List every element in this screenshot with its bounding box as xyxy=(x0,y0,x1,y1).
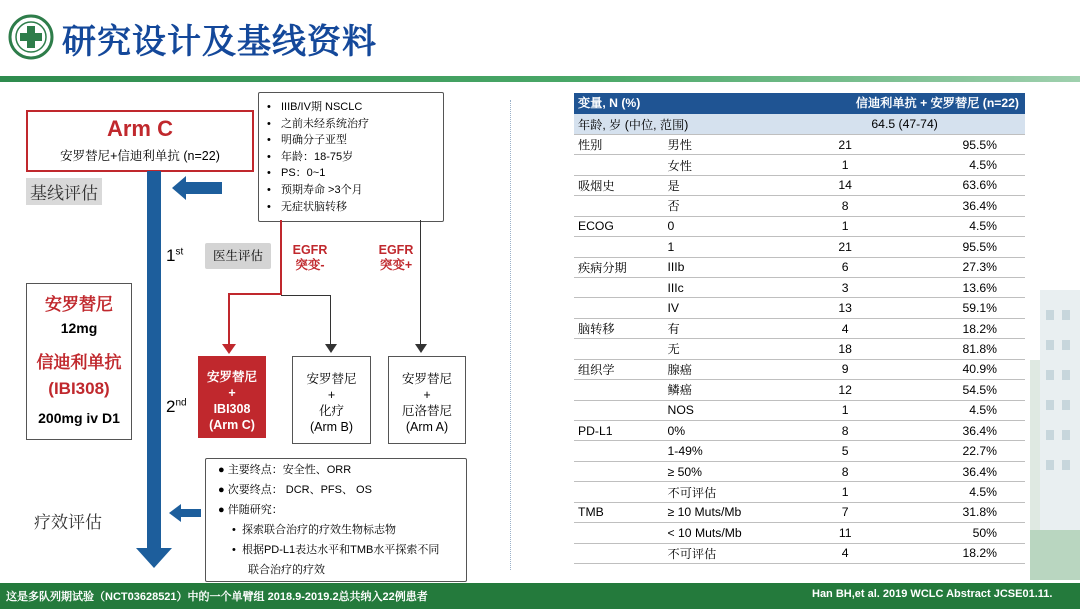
row-percent: 4.5% xyxy=(906,155,1025,175)
drug-name-sintilimab: 信迪利单抗 xyxy=(36,353,122,372)
connector-line xyxy=(420,220,421,345)
arm-c-regimen-box: 安罗替尼 + IBI308 (Arm C) xyxy=(198,356,266,438)
row-category: ECOG xyxy=(574,216,664,236)
row-subgroup: 1-49% xyxy=(664,441,785,461)
row-percent: 4.5% xyxy=(906,400,1025,420)
row-category: 组织学 xyxy=(574,359,664,379)
table-header-row xyxy=(574,93,1025,113)
row-subgroup: 有 xyxy=(664,318,785,338)
baseline-characteristics-table xyxy=(574,93,1025,564)
row-count: 13 xyxy=(784,298,906,318)
drug-regimen-box xyxy=(26,283,132,440)
row-subgroup: 是 xyxy=(664,175,785,195)
row-subgroup: 不可评估 xyxy=(664,482,785,502)
table-row xyxy=(574,339,1025,359)
first-line-label: 1st xyxy=(166,246,184,265)
age-value: 64.5 (47-74) xyxy=(784,113,1025,134)
connector-line xyxy=(228,293,230,345)
row-category xyxy=(574,461,664,481)
row-category xyxy=(574,196,664,216)
second-line-label: 2nd xyxy=(166,397,187,416)
row-category xyxy=(574,298,664,318)
row-percent: 63.6% xyxy=(906,175,1025,195)
table-row xyxy=(574,175,1025,195)
row-subgroup: 无 xyxy=(664,339,785,359)
table-header-variable: 变量, N (%) xyxy=(574,93,784,113)
row-count: 4 xyxy=(784,543,906,563)
section-divider xyxy=(510,100,511,570)
row-percent: 18.2% xyxy=(906,543,1025,563)
header-divider xyxy=(0,76,1080,82)
row-subgroup: IIIb xyxy=(664,257,785,277)
row-count: 6 xyxy=(784,257,906,277)
row-percent: 54.5% xyxy=(906,380,1025,400)
table-row xyxy=(574,216,1025,236)
criteria-item: • 无症状脑转移 xyxy=(267,199,347,216)
row-count: 4 xyxy=(784,318,906,338)
row-percent: 59.1% xyxy=(906,298,1025,318)
exploratory-sub-item: • 根据PD-L1表达水平和TMB水平探索不同 xyxy=(232,544,440,556)
row-count: 14 xyxy=(784,175,906,195)
row-count: 11 xyxy=(784,523,906,543)
table-row xyxy=(574,543,1025,563)
timeline-arrow-head-icon xyxy=(136,548,172,568)
row-percent: 95.5% xyxy=(906,134,1025,154)
drug-name-anlotinib: 安罗替尼 xyxy=(45,295,113,314)
row-subgroup: 腺癌 xyxy=(664,359,785,379)
efficacy-label: 疗效评估 xyxy=(34,513,102,532)
endpoints-box xyxy=(205,458,467,582)
criteria-item: • 年龄：18-75岁 xyxy=(267,149,353,166)
row-category: 吸烟史 xyxy=(574,175,664,195)
footer-citation: Han BH,et al. 2019 WCLC Abstract JCSE01.11. xyxy=(812,588,1053,600)
row-category xyxy=(574,339,664,359)
row-percent: 31.8% xyxy=(906,502,1025,522)
row-count: 9 xyxy=(784,359,906,379)
row-percent: 18.2% xyxy=(906,318,1025,338)
row-subgroup: NOS xyxy=(664,400,785,420)
row-percent: 36.4% xyxy=(906,196,1025,216)
row-count: 8 xyxy=(784,461,906,481)
criteria-item: • 之前未经系统治疗 xyxy=(267,116,369,133)
secondary-endpoint: ● 次要终点： DCR、PFS、 OS xyxy=(218,484,372,496)
exploratory-endpoint: ● 伴随研究： xyxy=(218,504,283,516)
row-category: 性别 xyxy=(574,134,664,154)
table-row xyxy=(574,257,1025,277)
page-title: 研究设计及基线资料 xyxy=(62,22,377,62)
row-percent: 36.4% xyxy=(906,421,1025,441)
row-category xyxy=(574,155,664,175)
row-subgroup: IV xyxy=(664,298,785,318)
row-count: 21 xyxy=(784,134,906,154)
row-category xyxy=(574,523,664,543)
row-subgroup: 不可评估 xyxy=(664,543,785,563)
table-row xyxy=(574,400,1025,420)
row-count: 5 xyxy=(784,441,906,461)
row-count: 12 xyxy=(784,380,906,400)
table-row-age xyxy=(574,113,1025,134)
table-row xyxy=(574,482,1025,502)
arm-b-regimen-box: 安罗替尼 + 化疗 (Arm B) xyxy=(292,356,371,444)
row-percent: 40.9% xyxy=(906,359,1025,379)
arrow-down-icon xyxy=(325,344,337,353)
exploratory-sub-item-cont: 联合治疗的疗效 xyxy=(248,564,325,576)
row-subgroup: ≥ 10 Muts/Mb xyxy=(664,502,785,522)
primary-endpoint: ● 主要终点：安全性、ORR xyxy=(218,464,352,476)
table-row xyxy=(574,421,1025,441)
row-category xyxy=(574,441,664,461)
row-count: 8 xyxy=(784,196,906,216)
row-subgroup: 男性 xyxy=(664,134,785,154)
row-category: 脑转移 xyxy=(574,318,664,338)
table-row xyxy=(574,380,1025,400)
row-subgroup: 1 xyxy=(664,237,785,257)
criteria-item: • PS：0~1 xyxy=(267,165,325,182)
row-count: 1 xyxy=(784,216,906,236)
egfr-negative-label: EGFR 突变- xyxy=(292,243,328,272)
drug-code-sintilimab: (IBI308) xyxy=(48,379,110,398)
row-category xyxy=(574,277,664,297)
row-category xyxy=(574,482,664,502)
doctor-assessment-label: 医生评估 xyxy=(205,243,271,269)
building-decoration-icon xyxy=(1030,200,1080,580)
arrow-down-icon xyxy=(415,344,427,353)
arm-c-title: Arm C xyxy=(106,116,173,141)
table-row xyxy=(574,298,1025,318)
criteria-item: • 明确分子亚型 xyxy=(267,132,347,149)
baseline-label: 基线评估 xyxy=(26,178,102,205)
row-category xyxy=(574,400,664,420)
egfr-positive-label: EGFR 突变+ xyxy=(378,243,414,272)
table-row xyxy=(574,318,1025,338)
row-percent: 4.5% xyxy=(906,216,1025,236)
row-subgroup: IIIc xyxy=(664,277,785,297)
row-category xyxy=(574,543,664,563)
inclusion-criteria-box xyxy=(258,92,444,222)
row-percent: 36.4% xyxy=(906,461,1025,481)
table-row xyxy=(574,523,1025,543)
footer-trial-note: 这是多队列期试验（NCT03628521）中的一个单臂组 2018.9-2019.2总共纳入22例患者 xyxy=(6,591,428,603)
row-count: 1 xyxy=(784,482,906,502)
row-category xyxy=(574,237,664,257)
table-row xyxy=(574,196,1025,216)
row-category: TMB xyxy=(574,502,664,522)
table-row xyxy=(574,502,1025,522)
connector-line xyxy=(228,293,282,295)
row-count: 8 xyxy=(784,421,906,441)
row-subgroup: 0 xyxy=(664,216,785,236)
row-percent: 22.7% xyxy=(906,441,1025,461)
table-row xyxy=(574,134,1025,154)
age-label: 年龄, 岁 (中位, 范围) xyxy=(574,113,784,134)
row-count: 3 xyxy=(784,277,906,297)
row-percent: 50% xyxy=(906,523,1025,543)
row-subgroup: 女性 xyxy=(664,155,785,175)
row-subgroup: 否 xyxy=(664,196,785,216)
connector-line xyxy=(330,295,331,345)
row-percent: 95.5% xyxy=(906,237,1025,257)
row-subgroup: ≥ 50% xyxy=(664,461,785,481)
drug-dose-anlotinib: 12mg xyxy=(60,320,98,336)
row-category xyxy=(574,380,664,400)
table-row xyxy=(574,155,1025,175)
arm-c-box xyxy=(26,110,254,172)
row-percent: 13.6% xyxy=(906,277,1025,297)
row-count: 21 xyxy=(784,237,906,257)
row-subgroup: < 10 Muts/Mb xyxy=(664,523,785,543)
table-row xyxy=(574,359,1025,379)
row-count: 18 xyxy=(784,339,906,359)
row-percent: 81.8% xyxy=(906,339,1025,359)
row-count: 1 xyxy=(784,155,906,175)
arrow-down-icon xyxy=(222,344,236,354)
table-row xyxy=(574,461,1025,481)
row-count: 1 xyxy=(784,400,906,420)
row-percent: 27.3% xyxy=(906,257,1025,277)
row-percent: 4.5% xyxy=(906,482,1025,502)
row-category: PD-L1 xyxy=(574,421,664,441)
timeline-arrow-shaft xyxy=(147,171,161,550)
row-category: 疾病分期 xyxy=(574,257,664,277)
row-count: 7 xyxy=(784,502,906,522)
table-row xyxy=(574,441,1025,461)
criteria-item: • IIIB/IV期 NSCLC xyxy=(267,99,362,116)
row-subgroup: 0% xyxy=(664,421,785,441)
connector-line xyxy=(281,295,331,296)
arm-c-subtitle: 安罗替尼+信迪利单抗 (n=22) xyxy=(60,149,220,163)
row-subgroup: 鳞癌 xyxy=(664,380,785,400)
table-header-group: 信迪利单抗 + 安罗替尼 (n=22) xyxy=(784,93,1025,113)
hospital-logo-icon xyxy=(8,14,54,60)
exploratory-sub-item: • 探索联合治疗的疗效生物标志物 xyxy=(232,524,396,536)
connector-line xyxy=(280,220,282,294)
drug-dose-sintilimab: 200mg iv D1 xyxy=(38,410,120,426)
arm-a-regimen-box: 安罗替尼 + 厄洛替尼 (Arm A) xyxy=(388,356,466,444)
table-row xyxy=(574,277,1025,297)
criteria-item: • 预期寿命 >3个月 xyxy=(267,182,363,199)
table-row xyxy=(574,237,1025,257)
